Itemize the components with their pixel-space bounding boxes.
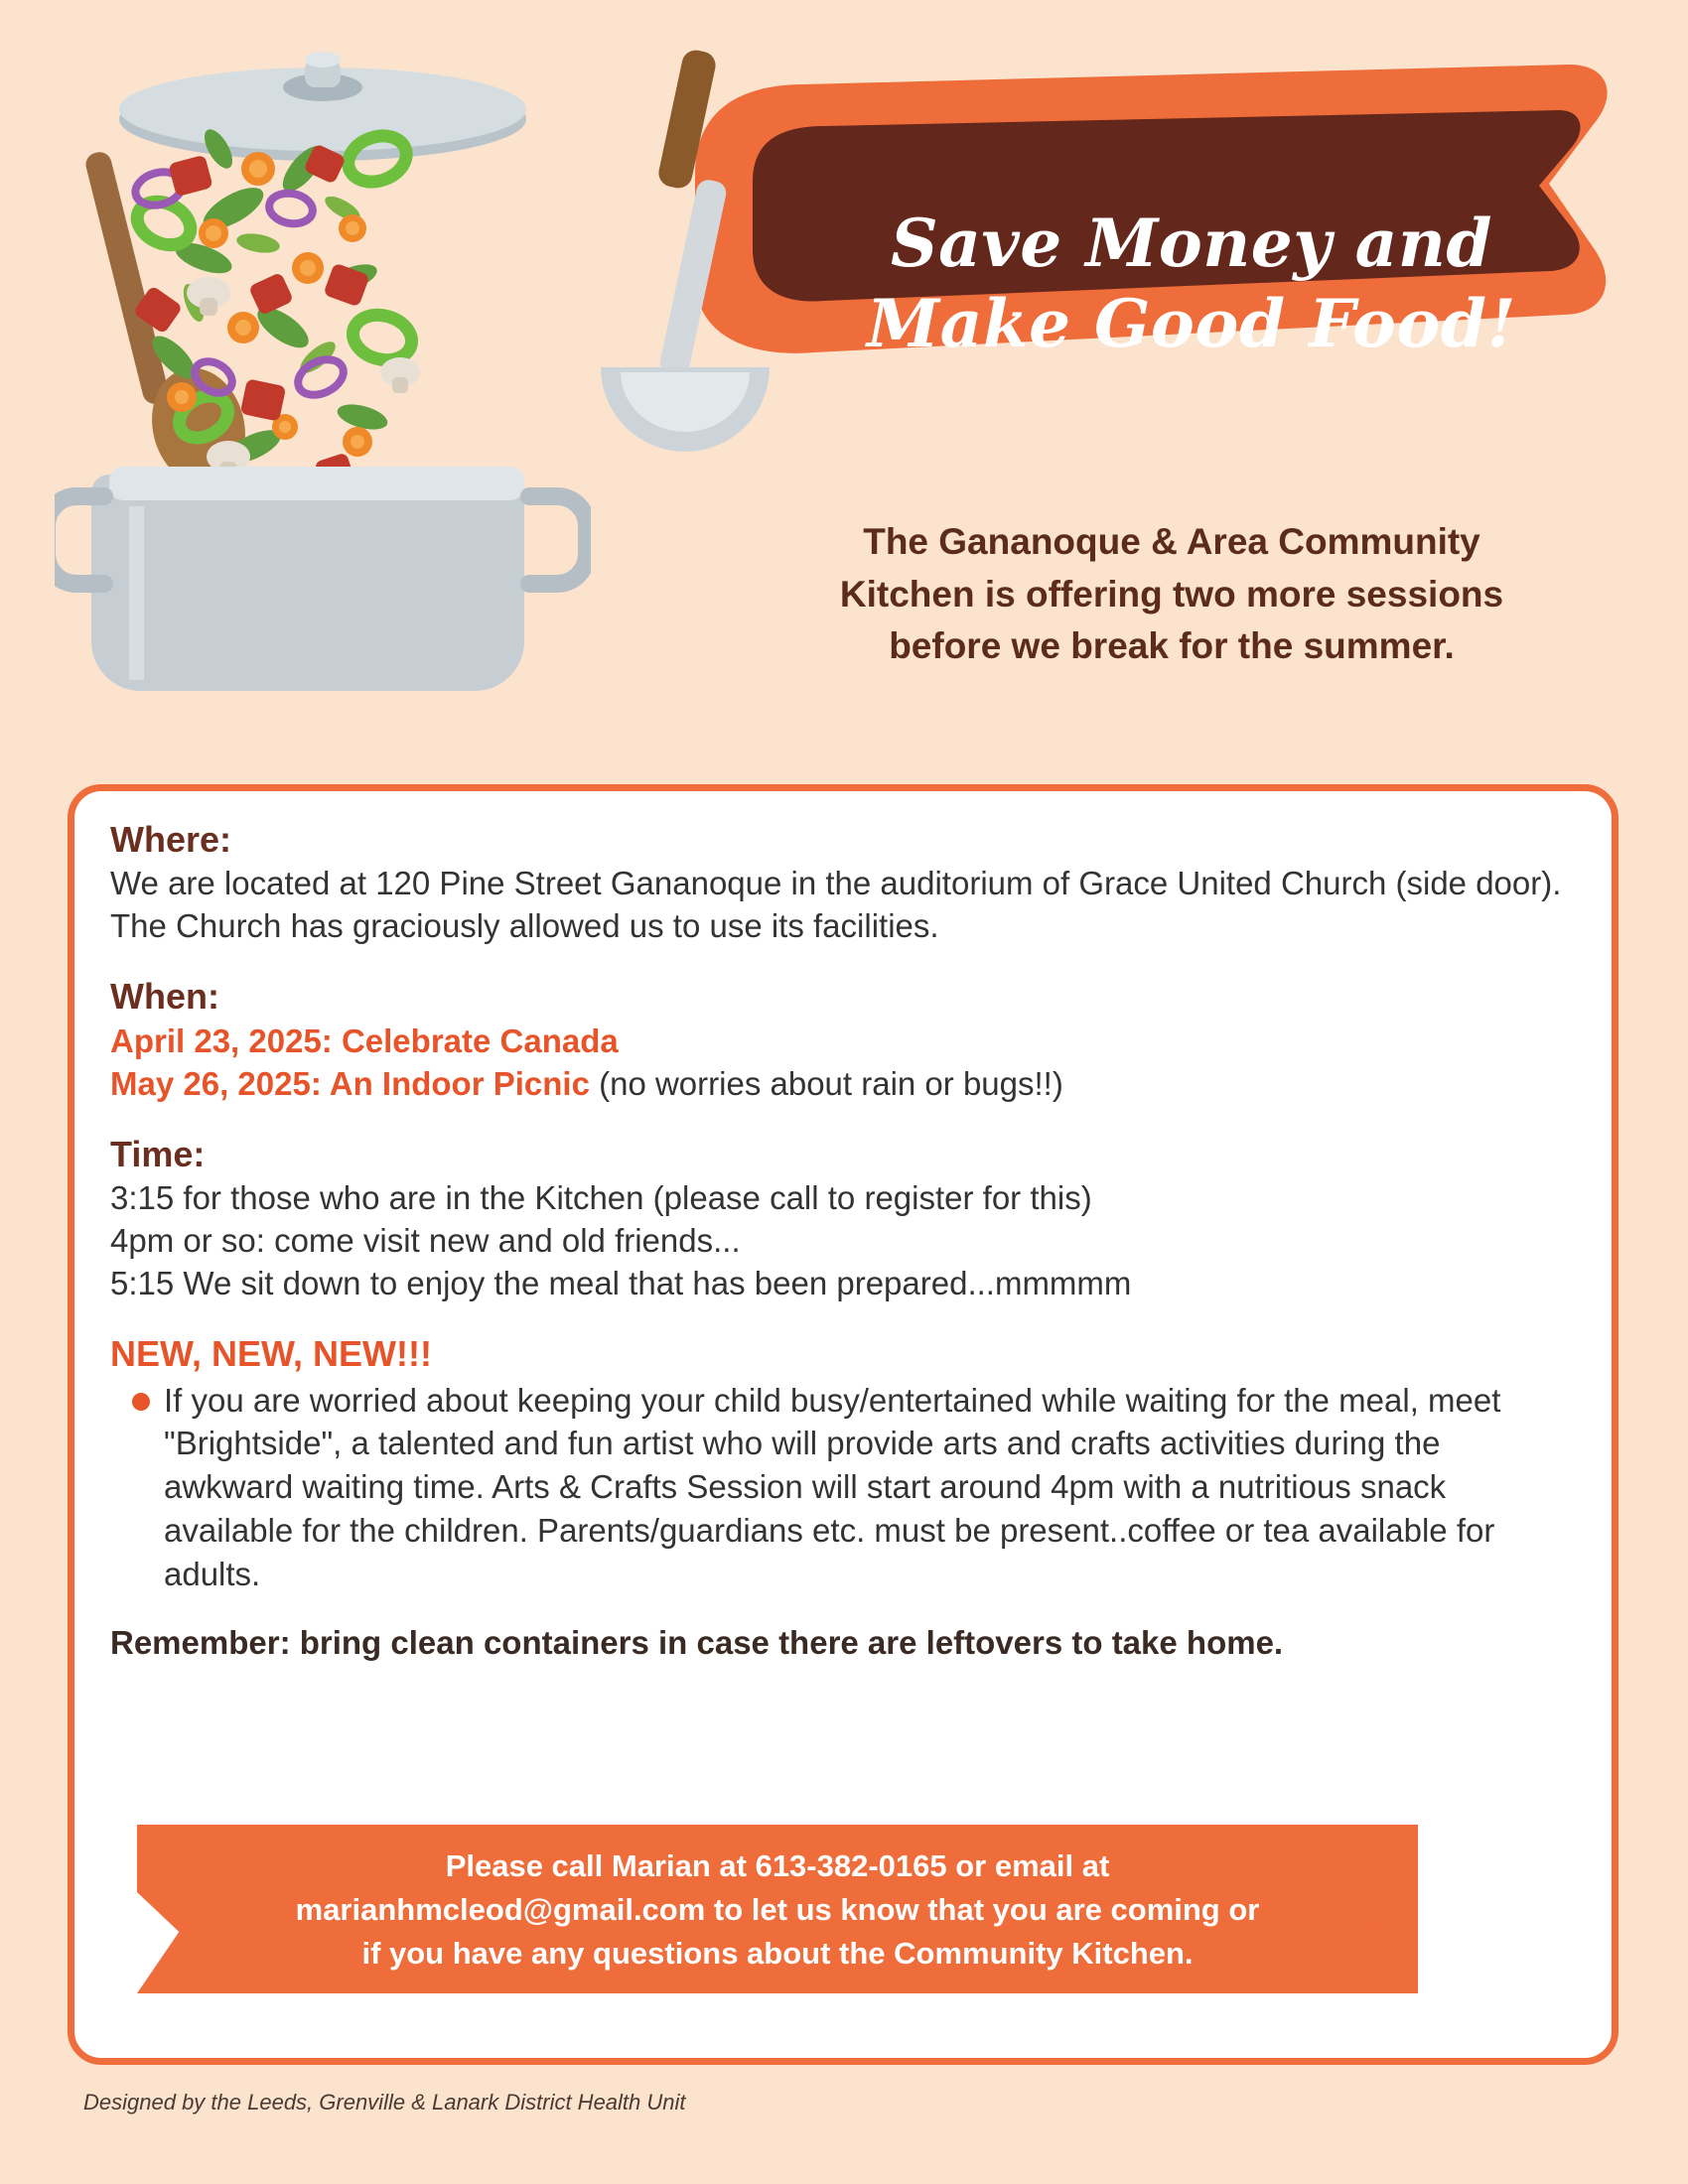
- new-bullet-item: [110, 1379, 1576, 1596]
- time-line-3: 5:15 We sit down to enjoy the meal that has been prepared...mmmmm: [110, 1264, 1132, 1301]
- when-date-2: [110, 1062, 1576, 1106]
- new-bullet-text: If you are worried about keeping your child busy/entertained while waiting for the meal, meet "Brightside", a talented and fun artist who will provide arts and crafts activities during the awkward waiting time. Arts & Crafts Session will start around 4pm with a nutritious snack available for the children. Parents/guardians etc. must be present..coffee or tea available for adults.: [164, 1381, 1501, 1593]
- contact-line-1: Please call Marian at 613-382-0165 or email at: [445, 1848, 1110, 1883]
- pot-body-icon: [55, 467, 587, 691]
- when-date-1: [110, 1020, 1576, 1063]
- ladle-illustration: [561, 40, 879, 506]
- when-date-1-highlight: April 23, 2025: Celebrate Canada: [110, 1022, 619, 1059]
- pot-lid-icon: [119, 52, 526, 161]
- contact-line-2: marianhmcleod@gmail.com to let us know that you are coming or: [295, 1892, 1260, 1928]
- poster-header: [0, 0, 1688, 794]
- new-label: NEW, NEW, NEW!!!: [110, 1332, 432, 1374]
- cooking-pot-illustration: [55, 30, 591, 764]
- where-text: We are located at 120 Pine Street Gananoque in the auditorium of Grace United Church (side door). The Church has graciously allowed us to use its facilities.: [110, 865, 1562, 944]
- remember-note: Remember: bring clean containers in case there are leftovers to take home.: [110, 1623, 1284, 1661]
- bullet-dot-icon: [132, 1393, 150, 1411]
- when-date-2-rest: (no worries about rain or bugs!!): [589, 1065, 1063, 1103]
- time-label: Time:: [110, 1133, 206, 1174]
- where-block: [110, 819, 1576, 948]
- time-line-1: 3:15 for those who are in the Kitchen (please call to register for this): [110, 1178, 1092, 1216]
- poster-subheading: The Gananoque & Area Community Kitchen is offering two more sessions before we break for the summer.: [839, 521, 1504, 667]
- poster-title-line2: Make Good Food!: [867, 284, 1516, 362]
- time-line-2: 4pm or so: come visit new and old friends...: [110, 1221, 741, 1259]
- contact-text: [137, 1844, 1418, 1976]
- when-block: [110, 976, 1576, 1106]
- when-date-2-highlight: May 26, 2025: An Indoor Picnic: [110, 1065, 590, 1103]
- poster-title-line1: Save Money and: [890, 205, 1493, 282]
- contact-banner: [137, 1825, 1418, 1993]
- footer-credit: Designed by the Leeds, Grenville & Lanark District Health Unit: [83, 2090, 686, 2115]
- new-block: [110, 1333, 1576, 1596]
- contact-line-3: if you have any questions about the Community Kitchen.: [361, 1936, 1194, 1972]
- when-label: When:: [110, 975, 219, 1017]
- poster-title: [844, 204, 1539, 363]
- time-block: [110, 1134, 1576, 1305]
- where-label: Where:: [110, 819, 232, 860]
